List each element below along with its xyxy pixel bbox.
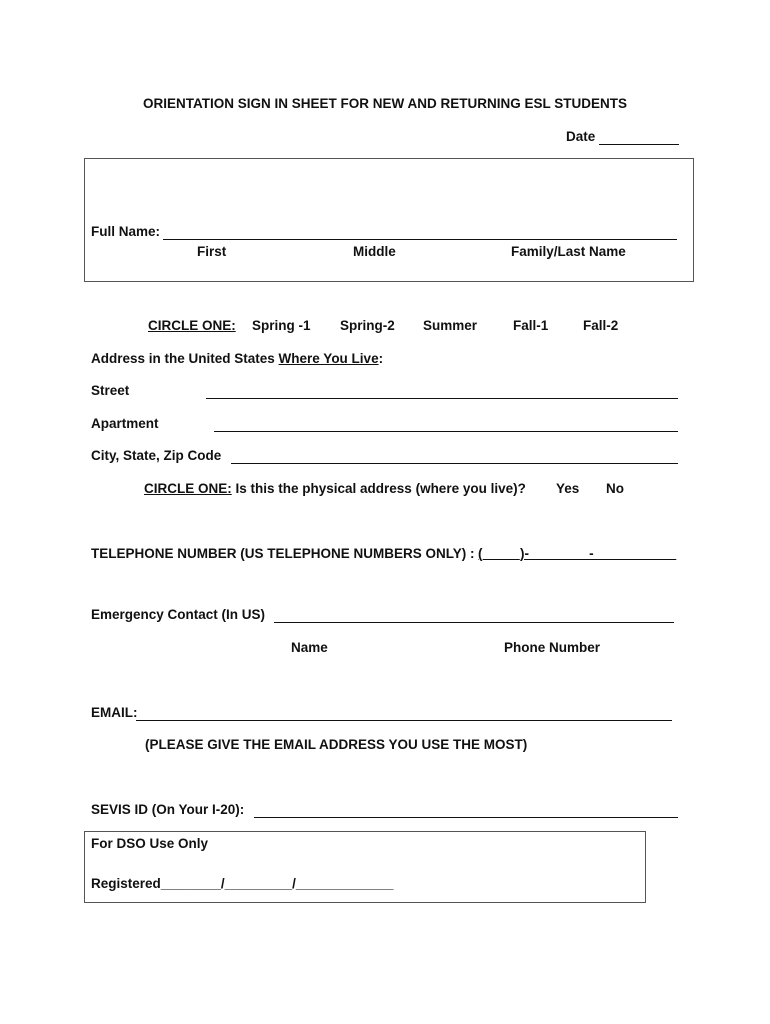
session-option-spring-1[interactable]: Spring -1 bbox=[252, 318, 311, 333]
sevis-field[interactable] bbox=[254, 817, 678, 818]
full-name-field[interactable] bbox=[163, 239, 677, 240]
email-label: EMAIL: bbox=[91, 705, 138, 720]
emergency-contact-field[interactable] bbox=[274, 622, 674, 623]
apartment-label: Apartment bbox=[91, 416, 159, 431]
full-name-label: Full Name: bbox=[91, 224, 161, 239]
date-label: Date bbox=[566, 129, 596, 144]
dso-heading: For DSO Use Only bbox=[91, 836, 209, 851]
first-name-caption: First bbox=[197, 244, 227, 259]
address-heading-suffix: : bbox=[378, 351, 384, 366]
address-heading-prefix: Address in the United States bbox=[91, 351, 279, 366]
city-state-zip-field[interactable] bbox=[231, 463, 678, 464]
physical-no-option[interactable]: No bbox=[606, 481, 624, 496]
email-field[interactable] bbox=[136, 720, 672, 721]
emergency-phone-caption: Phone Number bbox=[504, 640, 601, 655]
session-option-spring-2[interactable]: Spring-2 bbox=[340, 318, 395, 333]
street-field[interactable] bbox=[206, 398, 678, 399]
address-heading-underlined: Where You Live bbox=[278, 351, 379, 366]
session-option-fall-2[interactable]: Fall-2 bbox=[583, 318, 619, 333]
email-note: (PLEASE GIVE THE EMAIL ADDRESS YOU USE THE MOST) bbox=[145, 737, 528, 752]
session-option-summer[interactable]: Summer bbox=[423, 318, 478, 333]
document-title: ORIENTATION SIGN IN SHEET FOR NEW AND RETURNING ESL STUDENTS bbox=[142, 96, 628, 111]
street-label: Street bbox=[91, 383, 130, 398]
apartment-field[interactable] bbox=[214, 431, 678, 432]
date-field[interactable] bbox=[599, 144, 679, 145]
sevis-label: SEVIS ID (On Your I-20): bbox=[91, 802, 245, 817]
emergency-name-caption: Name bbox=[291, 640, 328, 655]
physical-address-question bbox=[144, 481, 526, 496]
registered-label: Registered bbox=[91, 876, 161, 891]
physical-question-text: Is this the physical address (where you live)? bbox=[231, 481, 526, 496]
middle-name-caption: Middle bbox=[353, 244, 396, 259]
physical-circle-label: CIRCLE ONE: bbox=[144, 481, 232, 496]
physical-yes-option[interactable]: Yes bbox=[556, 481, 580, 496]
last-name-caption: Family/Last Name bbox=[511, 244, 626, 259]
telephone-field[interactable]: (_____)-________-___________ bbox=[478, 546, 677, 561]
telephone-label: TELEPHONE NUMBER (US TELEPHONE NUMBERS ONLY) : bbox=[91, 546, 475, 561]
name-box bbox=[84, 158, 694, 282]
city-state-zip-label: City, State, Zip Code bbox=[91, 448, 222, 463]
session-circle-label: CIRCLE ONE: bbox=[148, 318, 236, 333]
registered-row bbox=[91, 876, 394, 891]
registered-date-field[interactable]: ________/_________/_____________ bbox=[160, 876, 394, 891]
address-heading bbox=[91, 351, 383, 366]
emergency-contact-label: Emergency Contact (In US) bbox=[91, 607, 266, 622]
session-option-fall-1[interactable]: Fall-1 bbox=[513, 318, 549, 333]
